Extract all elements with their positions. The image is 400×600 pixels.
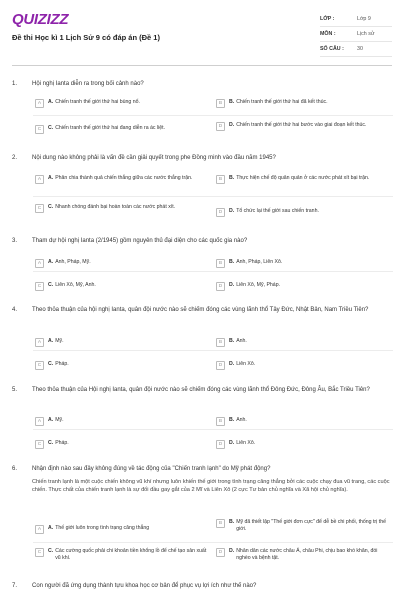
question-number: 3. bbox=[12, 238, 18, 244]
meta-row-class bbox=[320, 12, 392, 27]
option-text: Liên Xô. bbox=[236, 361, 256, 367]
option-text: Phân chia thành quả chiến thắng giữa các nước thắng trận. bbox=[55, 175, 193, 181]
question-number: 2. bbox=[12, 155, 18, 161]
option-box: A bbox=[35, 259, 44, 268]
option-box: B bbox=[216, 417, 225, 426]
option-letter: B. bbox=[229, 519, 235, 525]
option-letter: D. bbox=[229, 122, 235, 128]
option-letter: A. bbox=[48, 175, 54, 181]
meta-value: Lớp 9 bbox=[357, 16, 371, 22]
option-text: Pháp. bbox=[55, 361, 69, 367]
option-c[interactable] bbox=[35, 204, 205, 213]
option-box: A bbox=[35, 417, 44, 426]
option-letter: C. bbox=[48, 548, 54, 554]
question-2 bbox=[12, 154, 392, 163]
option-a[interactable] bbox=[35, 525, 205, 534]
option-text: Thực hiện chế độ quân quản ở các nước phát xít bại trận. bbox=[236, 175, 370, 181]
option-c[interactable] bbox=[35, 548, 211, 562]
option-box: C bbox=[35, 204, 44, 213]
option-divider bbox=[33, 350, 393, 351]
option-box: D bbox=[216, 122, 225, 131]
option-box: D bbox=[216, 440, 225, 449]
meta-key: MÔN : bbox=[320, 31, 336, 37]
option-letter: A. bbox=[48, 259, 54, 265]
option-letter: D. bbox=[229, 282, 235, 288]
option-letter: C. bbox=[48, 361, 54, 367]
option-box: C bbox=[35, 125, 44, 134]
option-box: D bbox=[216, 361, 225, 370]
option-letter: A. bbox=[48, 525, 54, 531]
option-text: Liên Xô. bbox=[236, 440, 256, 446]
option-c[interactable] bbox=[35, 361, 205, 370]
meta-value: 30 bbox=[357, 46, 363, 52]
option-a[interactable] bbox=[35, 99, 205, 108]
option-box: B bbox=[216, 338, 225, 347]
option-box: A bbox=[35, 338, 44, 347]
question-number: 7. bbox=[12, 583, 18, 589]
option-box: A bbox=[35, 175, 44, 184]
option-letter: C. bbox=[48, 440, 54, 446]
question-4 bbox=[12, 306, 392, 315]
option-box: B bbox=[216, 99, 225, 108]
question-number: 5. bbox=[12, 387, 18, 393]
meta-key: SỐ CÂU : bbox=[320, 46, 344, 52]
meta-table bbox=[320, 12, 392, 57]
option-letter: B. bbox=[229, 175, 235, 181]
option-text: Chiến tranh thế giới thứ hai bùng nổ. bbox=[55, 99, 140, 105]
question-number: 6. bbox=[12, 466, 18, 472]
question-text: Hội nghị Ianta diễn ra trong bối cảnh nào? bbox=[32, 81, 144, 87]
option-text: Mỹ. bbox=[55, 338, 64, 344]
option-d[interactable] bbox=[216, 440, 392, 449]
option-d[interactable] bbox=[216, 361, 392, 370]
document-title: Đề thi Học kì 1 Lịch Sử 9 có đáp án (Đề 1) bbox=[12, 33, 160, 42]
question-text: Theo thỏa thuận của Hội nghị Ianta, quân đội nước nào sẽ chiếm đóng các vùng lãnh thổ Đông Đức, Đông Âu, Bắc Triều Tiên? bbox=[32, 387, 370, 393]
option-a[interactable] bbox=[35, 338, 205, 347]
meta-row-count bbox=[320, 42, 392, 57]
question-5 bbox=[12, 386, 392, 395]
question-1 bbox=[12, 80, 392, 89]
option-box: B bbox=[216, 175, 225, 184]
option-b[interactable] bbox=[216, 519, 392, 533]
option-text: Mỹ. bbox=[55, 417, 64, 423]
question-text: Theo thỏa thuận của hội nghị Ianta, quân đội nước nào sẽ chiếm đóng các vùng lãnh thổ Tây Đức, Nhật Bản, Nam Triều Tiên? bbox=[32, 307, 369, 313]
option-box: D bbox=[216, 208, 225, 217]
option-letter: C. bbox=[48, 282, 54, 288]
option-divider bbox=[33, 542, 393, 543]
option-divider bbox=[33, 429, 393, 430]
option-letter: A. bbox=[48, 417, 54, 423]
option-letter: B. bbox=[229, 338, 235, 344]
option-c[interactable] bbox=[35, 125, 211, 134]
option-letter: D. bbox=[229, 548, 235, 554]
question-6 bbox=[12, 465, 392, 495]
option-box: B bbox=[216, 259, 225, 268]
option-letter: D. bbox=[229, 361, 235, 367]
option-divider bbox=[33, 196, 393, 197]
option-text: Thế giới luôn trong tình trạng căng thẳng bbox=[55, 525, 150, 531]
option-text: Liên Xô, Mỹ, Anh. bbox=[55, 282, 96, 288]
option-text: Chiến tranh thế giới thứ hai đang diễn ra ác liệt. bbox=[55, 125, 166, 131]
option-box: A bbox=[35, 525, 44, 534]
option-divider bbox=[33, 271, 393, 272]
option-text: Mỹ đã thiết lập "Thế giới đơn cực" để dễ bề chi phối, thống trị thế giới. bbox=[236, 519, 386, 532]
option-letter: D. bbox=[229, 440, 235, 446]
option-b[interactable] bbox=[216, 417, 392, 426]
option-divider bbox=[33, 115, 393, 116]
option-b[interactable] bbox=[216, 175, 392, 184]
option-letter: C. bbox=[48, 204, 54, 210]
meta-value: Lịch sử bbox=[357, 31, 375, 37]
option-a[interactable] bbox=[35, 175, 205, 184]
question-number: 4. bbox=[12, 307, 18, 313]
option-letter: D. bbox=[229, 208, 235, 214]
option-box: C bbox=[35, 440, 44, 449]
option-box: D bbox=[216, 282, 225, 291]
option-letter: A. bbox=[48, 99, 54, 105]
quizizz-logo: QUIZIZZ bbox=[12, 11, 69, 28]
option-text: Pháp. bbox=[55, 440, 69, 446]
header-divider bbox=[12, 65, 392, 66]
option-text: Nhân dân các nước châu Á, châu Phi, chịu bao khó khăn, đói nghèo và bệnh tật. bbox=[236, 548, 378, 561]
option-letter: C. bbox=[48, 125, 54, 131]
option-box: B bbox=[216, 519, 225, 528]
option-c[interactable] bbox=[35, 440, 205, 449]
meta-row-subject bbox=[320, 27, 392, 42]
question-text: Nội dung nào không phải là vấn đề cần giải quyết trong phe Đồng minh vào đầu năm 1945? bbox=[32, 155, 276, 161]
option-text: Tổ chức lại thế giới sau chiến tranh. bbox=[236, 208, 319, 214]
question-text: Tham dự hội nghị Ianta (2/1945) gồm nguyên thủ đại diện cho các quốc gia nào? bbox=[32, 238, 248, 244]
option-letter: B. bbox=[229, 417, 235, 423]
option-a[interactable] bbox=[35, 417, 205, 426]
option-text: Nhanh chóng đánh bại hoàn toàn các nước phát xít. bbox=[55, 204, 176, 210]
option-letter: B. bbox=[229, 99, 235, 105]
meta-key: LỚP : bbox=[320, 16, 335, 22]
option-b[interactable] bbox=[216, 338, 392, 347]
option-box: D bbox=[216, 548, 225, 557]
option-text: Các cường quốc phải chi khoản tiền khổng lồ để chế tạo sản xuất vũ khí. bbox=[55, 548, 207, 561]
question-text: Con người đã ứng dụng thành tựu khoa học cơ bản để phục vụ lợi ích như thế nào? bbox=[32, 583, 257, 589]
option-letter: B. bbox=[229, 259, 235, 265]
option-c[interactable] bbox=[35, 282, 205, 291]
question-passage: Chiến tranh lạnh là một cuộc chiến không vũ khí nhưng luôn khiến thế giới trong tình trạng căng thẳng bởi các cuộc chạy đua vũ trang, các cuộc chiến. Thực chất của chiến tranh lạnh là sự đối đầu gay gắt của 2 Mĩ và Liên Xô (2 cực Tư bản chủ nghĩa và Xã hội chủ nghĩa). bbox=[32, 478, 390, 493]
option-d[interactable] bbox=[216, 548, 392, 562]
option-box: C bbox=[35, 361, 44, 370]
question-number: 1. bbox=[12, 81, 18, 87]
question-7 bbox=[12, 582, 392, 591]
option-text: Anh. bbox=[236, 338, 247, 344]
option-letter: A. bbox=[48, 338, 54, 344]
option-box: C bbox=[35, 548, 44, 557]
option-text: Chiến tranh thế giới thứ hai bước vào giai đoạn kết thúc. bbox=[236, 122, 367, 128]
question-text: Nhận định nào sau đây không đúng về tác động của "Chiến tranh lạnh" do Mỹ phát động? bbox=[32, 466, 271, 472]
option-text: Liên Xô, Mỹ, Pháp. bbox=[236, 282, 281, 288]
option-a[interactable] bbox=[35, 259, 205, 268]
option-box: C bbox=[35, 282, 44, 291]
option-b[interactable] bbox=[216, 99, 392, 108]
option-text: Anh. bbox=[236, 417, 247, 423]
option-text: Chiến tranh thế giới thứ hai đã kết thúc. bbox=[236, 99, 328, 105]
option-box: A bbox=[35, 99, 44, 108]
option-d[interactable] bbox=[216, 208, 392, 217]
option-text: Anh, Pháp, Mỹ. bbox=[55, 259, 91, 265]
option-text: Anh, Pháp, Liên Xô. bbox=[236, 259, 283, 265]
option-d[interactable] bbox=[216, 122, 392, 131]
option-d[interactable] bbox=[216, 282, 392, 291]
question-3 bbox=[12, 237, 392, 246]
option-b[interactable] bbox=[216, 259, 392, 268]
